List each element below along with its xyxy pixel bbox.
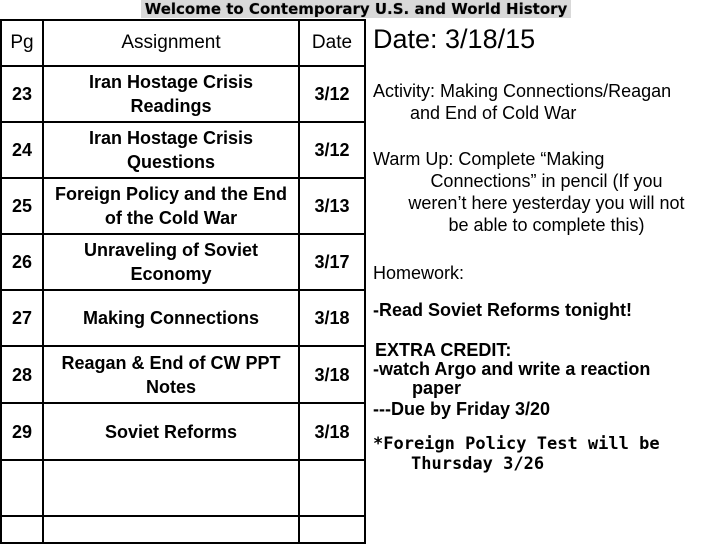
row-date: 3/12 — [299, 122, 365, 178]
row-date: 3/18 — [299, 346, 365, 403]
row-date — [299, 516, 365, 543]
extra-credit-line: paper — [412, 378, 462, 398]
warmup-line: Connections” in pencil (If you — [430, 171, 663, 191]
table-row — [1, 346, 365, 403]
row-assignment: Unraveling of Soviet Economy — [43, 234, 299, 290]
table-row — [1, 290, 365, 346]
activity-line: and End of Cold War — [410, 103, 577, 123]
extra-credit-line: -watch Argo and write a reaction — [373, 359, 651, 379]
homework-label: Homework: — [373, 263, 465, 283]
extra-credit-note — [373, 339, 713, 420]
warmup-line: weren’t here yesterday you will not — [408, 193, 685, 213]
column-header-pg: Pg — [1, 20, 43, 66]
row-pg: 26 — [1, 234, 43, 290]
extra-credit-line: EXTRA CREDIT: — [375, 340, 512, 360]
table-row — [1, 234, 365, 290]
row-date: 3/18 — [299, 290, 365, 346]
row-date: 3/17 — [299, 234, 365, 290]
page-title — [0, 0, 712, 18]
row-pg — [1, 516, 43, 543]
table-row — [1, 66, 365, 122]
row-date: 3/18 — [299, 403, 365, 460]
table-row-empty — [1, 516, 365, 543]
row-pg: 27 — [1, 290, 43, 346]
page-title-text: Welcome to Contemporary U.S. and World History — [141, 0, 572, 18]
test-line: *Foreign Policy Test will be — [373, 434, 660, 454]
table-row — [1, 403, 365, 460]
row-date: 3/13 — [299, 178, 365, 234]
row-assignment: Reagan & End of CW PPT Notes — [43, 346, 299, 403]
table-row-empty — [1, 460, 365, 516]
table-header-row — [1, 20, 365, 66]
row-assignment: Making Connections — [43, 290, 299, 346]
column-header-date: Date — [299, 20, 365, 66]
table-row — [1, 122, 365, 178]
row-pg: 23 — [1, 66, 43, 122]
test-line: Thursday 3/26 — [411, 454, 545, 474]
row-assignment: Iran Hostage Crisis Readings — [43, 66, 299, 122]
test-announcement — [373, 434, 660, 474]
row-assignment — [43, 516, 299, 543]
activity-note — [373, 80, 671, 124]
table-row — [1, 178, 365, 234]
row-pg: 29 — [1, 403, 43, 460]
row-pg: 24 — [1, 122, 43, 178]
row-assignment: Foreign Policy and the End of the Cold War — [43, 178, 299, 234]
homework-item: -Read Soviet Reforms tonight! — [373, 300, 633, 320]
row-assignment — [43, 460, 299, 516]
row-date — [299, 460, 365, 516]
row-pg: 25 — [1, 178, 43, 234]
row-date: 3/12 — [299, 66, 365, 122]
activity-line: Activity: Making Connections/Reagan — [373, 81, 672, 101]
column-header-assignment: Assignment — [43, 20, 299, 66]
lesson-date: Date: 3/18/15 — [373, 24, 536, 54]
warmup-note — [373, 148, 720, 236]
warmup-line: Warm Up: Complete “Making — [373, 149, 605, 169]
extra-credit-line: ---Due by Friday 3/20 — [373, 399, 551, 419]
assignment-table — [0, 19, 366, 544]
row-assignment: Iran Hostage Crisis Questions — [43, 122, 299, 178]
row-assignment: Soviet Reforms — [43, 403, 299, 460]
row-pg: 28 — [1, 346, 43, 403]
row-pg — [1, 460, 43, 516]
warmup-line: be able to complete this) — [448, 215, 645, 235]
